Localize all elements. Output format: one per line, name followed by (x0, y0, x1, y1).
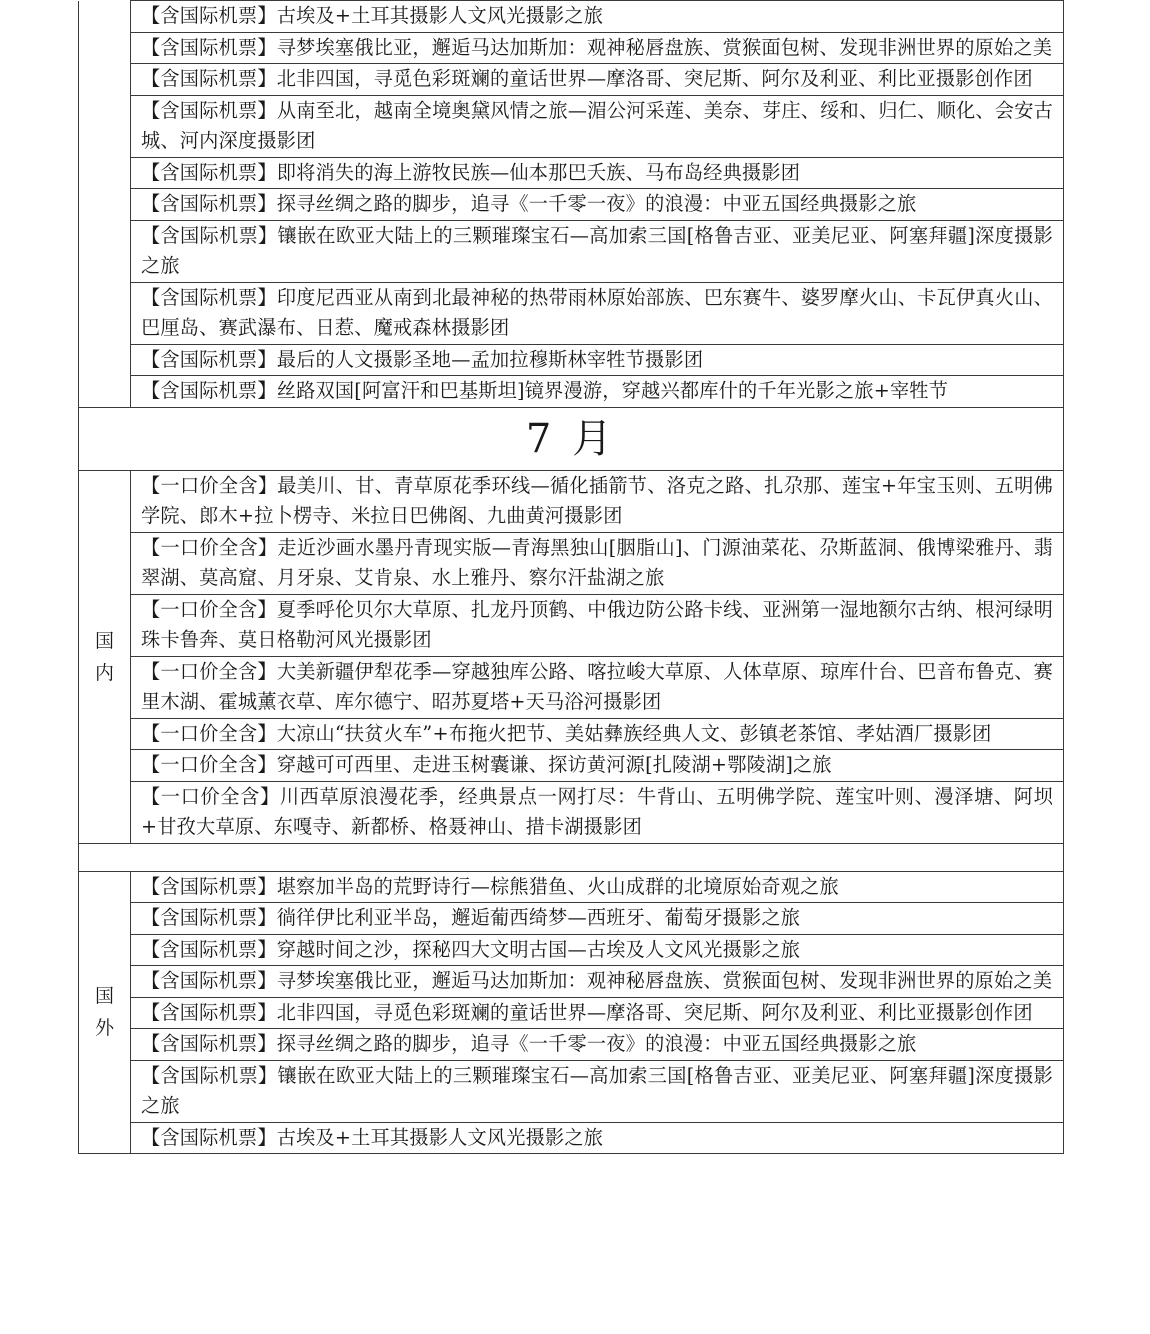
table-row (79, 718, 1064, 750)
category-char: 内 (94, 661, 114, 684)
table-row (79, 157, 1064, 189)
table-row (79, 656, 1064, 718)
category-char: 国 (94, 629, 114, 652)
table-row (79, 532, 1064, 594)
table-row (79, 1060, 1064, 1122)
tour-item: 【含国际机票】北非四国，寻觅色彩斑斓的童话世界—摩洛哥、突尼斯、阿尔及利亚、利比亚摄影创作团 (131, 997, 1064, 1029)
tour-item: 【一口价全含】最美川、甘、青草原花季环线—循化插箭节、洛克之路、扎尕那、莲宝+年宝玉则、五明佛学院、郎木+拉卜楞寺、米拉日巴佛阁、九曲黄河摄影团 (131, 470, 1064, 532)
table-row (79, 64, 1064, 96)
tour-item: 【含国际机票】镶嵌在欧亚大陆上的三颗璀璨宝石—高加索三国[格鲁吉亚、亚美尼亚、阿塞拜疆]深度摄影之旅 (131, 1060, 1064, 1122)
category-cell-prev (79, 1, 131, 408)
tour-item: 【含国际机票】丝路双国[阿富汗和巴基斯坦]镜界漫游，穿越兴都库什的千年光影之旅+宰牲节 (131, 376, 1064, 408)
tour-item: 【含国际机票】徜徉伊比利亚半岛，邂逅葡西绮梦—西班牙、葡萄牙摄影之旅 (131, 903, 1064, 935)
tour-item: 【含国际机票】寻梦埃塞俄比亚，邂逅马达加斯加：观神秘唇盘族、赏猴面包树、发现非洲世界的原始之美 (131, 966, 1064, 998)
table-row (79, 750, 1064, 782)
table-row (79, 934, 1064, 966)
table-row (79, 997, 1064, 1029)
table-row (79, 189, 1064, 221)
tour-item: 【含国际机票】堪察加半岛的荒野诗行—棕熊猎鱼、火山成群的北境原始奇观之旅 (131, 871, 1064, 903)
tour-item: 【含国际机票】最后的人文摄影圣地—孟加拉穆斯林宰牲节摄影团 (131, 344, 1064, 376)
tour-item: 【含国际机票】古埃及+土耳其摄影人文风光摄影之旅 (131, 1, 1064, 33)
tour-item: 【含国际机票】古埃及+土耳其摄影人文风光摄影之旅 (131, 1122, 1064, 1154)
table-row (79, 220, 1064, 282)
tour-item: 【含国际机票】即将消失的海上游牧民族—仙本那巴夭族、马布岛经典摄影团 (131, 157, 1064, 189)
tour-item: 【含国际机票】镶嵌在欧亚大陆上的三颗璀璨宝石—高加索三国[格鲁吉亚、亚美尼亚、阿塞拜疆]深度摄影之旅 (131, 220, 1064, 282)
tour-item: 【一口价全含】川西草原浪漫花季，经典景点一网打尽：牛背山、五明佛学院、莲宝叶则、漫泽塘、阿坝+甘孜大草原、东嘎寺、新都桥、格聂神山、措卡湖摄影团 (131, 781, 1064, 843)
tour-item: 【含国际机票】穿越时间之沙，探秘四大文明古国—古埃及人文风光摄影之旅 (131, 934, 1064, 966)
itinerary-table (78, 0, 1064, 1154)
tour-item: 【含国际机票】印度尼西亚从南到北最神秘的热带雨林原始部族、巴东赛牛、婆罗摩火山、卡瓦伊真火山、巴厘岛、赛武瀑布、日惹、魔戒森林摄影团 (131, 282, 1064, 344)
table-row (79, 470, 1064, 532)
itinerary-table-wrapper (78, 0, 1064, 1154)
tour-item: 【一口价全含】走近沙画水墨丹青现实版—青海黑独山[胭脂山]、门源油菜花、尕斯蓝洞、俄博梁雅丹、翡翠湖、莫高窟、月牙泉、艾肯泉、水上雅丹、察尔汗盐湖之旅 (131, 532, 1064, 594)
table-row (79, 1029, 1064, 1061)
month-title: 7 月 (79, 407, 1064, 470)
spacer-cell (79, 843, 1064, 871)
table-row (79, 376, 1064, 408)
table-row (79, 95, 1064, 157)
tour-item: 【一口价全含】大美新疆伊犁花季—穿越独库公路、喀拉峻大草原、人体草原、琼库什台、巴音布鲁克、赛里木湖、霍城薰衣草、库尔德宁、昭苏夏塔+天马浴河摄影团 (131, 656, 1064, 718)
month-header-row (79, 407, 1064, 470)
tour-item: 【含国际机票】探寻丝绸之路的脚步，追寻《一千零一夜》的浪漫：中亚五国经典摄影之旅 (131, 1029, 1064, 1061)
table-row (79, 594, 1064, 656)
category-cell-overseas (79, 871, 131, 1154)
table-row (79, 871, 1064, 903)
category-char: 外 (94, 1017, 114, 1040)
table-row (79, 1122, 1064, 1154)
tour-item: 【含国际机票】从南至北，越南全境奥黛风情之旅—湄公河采莲、美奈、芽庄、绥和、归仁、顺化、会安古城、河内深度摄影团 (131, 95, 1064, 157)
table-row (79, 344, 1064, 376)
spacer-row (79, 843, 1064, 871)
table-row (79, 282, 1064, 344)
table-row (79, 966, 1064, 998)
table-row (79, 32, 1064, 64)
itinerary-table-body (79, 1, 1064, 1154)
tour-item: 【含国际机票】探寻丝绸之路的脚步，追寻《一千零一夜》的浪漫：中亚五国经典摄影之旅 (131, 189, 1064, 221)
category-char: 国 (94, 985, 114, 1008)
tour-item: 【含国际机票】北非四国，寻觅色彩斑斓的童话世界—摩洛哥、突尼斯、阿尔及利亚、利比亚摄影创作团 (131, 64, 1064, 96)
category-cell-domestic (79, 470, 131, 843)
table-row (79, 903, 1064, 935)
table-row (79, 1, 1064, 33)
tour-item: 【一口价全含】大凉山“扶贫火车”+布拖火把节、美姑彝族经典人文、彭镇老茶馆、孝姑酒厂摄影团 (131, 718, 1064, 750)
tour-item: 【一口价全含】夏季呼伦贝尔大草原、扎龙丹顶鹤、中俄边防公路卡线、亚洲第一湿地额尔古纳、根河绿明珠卡鲁奔、莫日格勒河风光摄影团 (131, 594, 1064, 656)
table-row (79, 781, 1064, 843)
tour-item: 【一口价全含】穿越可可西里、走进玉树囊谦、探访黄河源[扎陵湖+鄂陵湖]之旅 (131, 750, 1064, 782)
tour-item: 【含国际机票】寻梦埃塞俄比亚，邂逅马达加斯加：观神秘唇盘族、赏猴面包树、发现非洲世界的原始之美 (131, 32, 1064, 64)
